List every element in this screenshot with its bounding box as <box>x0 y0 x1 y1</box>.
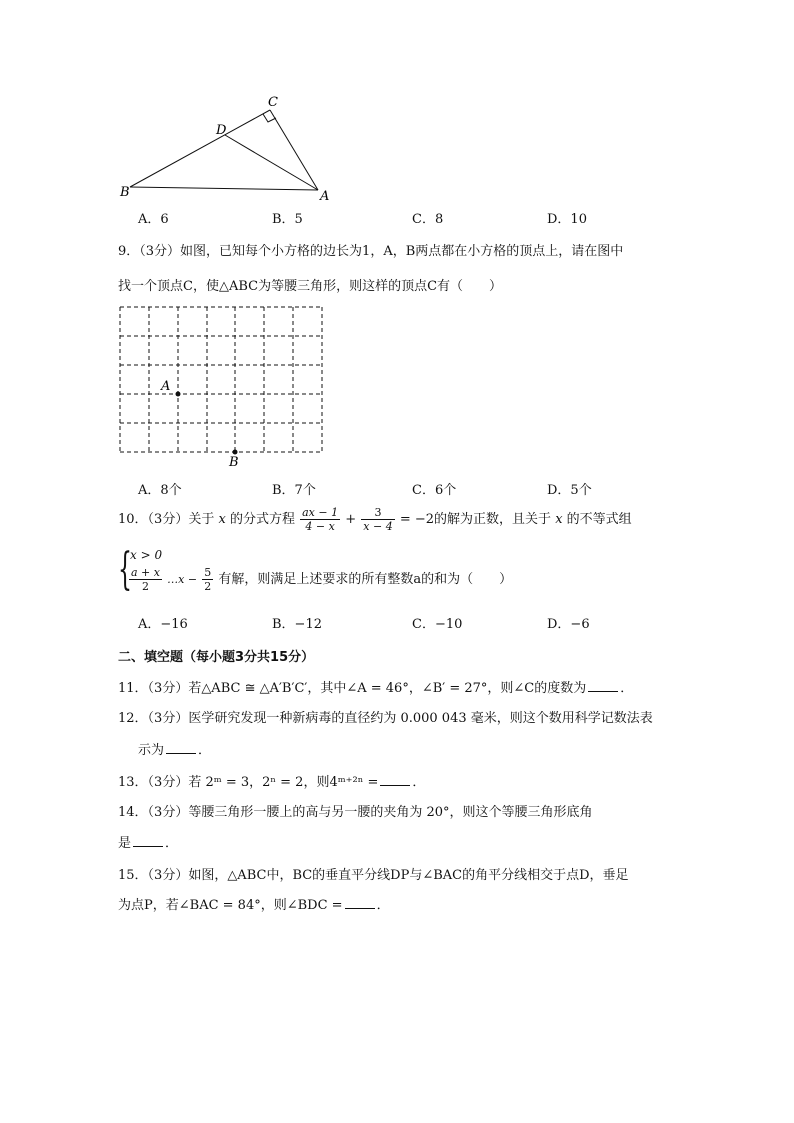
q10-line1 <box>118 505 632 535</box>
q14-end: ． <box>165 836 179 851</box>
q10-var-x-2: x <box>555 512 563 527</box>
q10-option-b[interactable]: B．−12 <box>272 617 322 632</box>
triangle-figure <box>110 90 350 205</box>
q8-option-a[interactable]: A．6 <box>138 212 169 227</box>
q10-eq-tail: = −2的解为正数，且关于 <box>399 512 552 527</box>
q11-text: 11．（3分）若△ABC ≅ △A′B′C′，其中∠A = 46°，∠B′ = 27°，则∠C的度数为 <box>118 681 587 696</box>
label-b: B <box>120 185 130 200</box>
q10-option-d[interactable]: D．−6 <box>547 617 590 632</box>
q9-line1: 9．（3分）如图，已知每个小方格的边长为1，A，B两点都在小方格的顶点上，请在图中 <box>118 244 624 259</box>
q14-line2 <box>118 832 178 851</box>
q15-end: ． <box>376 898 390 913</box>
q12-line1: 12．（3分）医学研究发现一种新病毒的直径约为 0.000 043 毫米，则这个数用科学记数法表 <box>118 711 653 726</box>
q10-prefix: 10．（3分）关于 <box>118 512 215 527</box>
q10-option-c[interactable]: C．−10 <box>412 617 463 632</box>
q10-system-line2 <box>128 565 512 595</box>
q15-line2 <box>118 894 390 913</box>
q10-suffix: 的不等式组 <box>566 512 632 527</box>
q12-line2-text: 示为 <box>138 743 165 758</box>
q9-option-d[interactable]: D．5个 <box>547 483 592 498</box>
q11-answer-blank[interactable] <box>588 679 618 692</box>
q8-option-d[interactable]: D．10 <box>547 212 587 227</box>
q11 <box>118 677 633 696</box>
triangle-side-ca <box>270 110 318 190</box>
q10-sys-frac2-den: 2 <box>204 580 212 593</box>
point-a <box>176 392 181 397</box>
q10-plus: + <box>345 512 357 527</box>
q9-option-a[interactable]: A．8个 <box>138 483 182 498</box>
q14-answer-blank[interactable] <box>133 834 163 847</box>
q13 <box>118 771 425 790</box>
q12-answer-blank[interactable] <box>166 741 196 754</box>
label-d: D <box>216 123 227 138</box>
q10-frac1-num: ax − 1 <box>302 506 339 519</box>
q11-end: ． <box>620 681 634 696</box>
section-heading-fill-blank: 二、填空题（每小题3分共15分） <box>118 650 315 665</box>
q13-end: ． <box>412 775 426 790</box>
q10-frac2-num: 3 <box>361 506 394 520</box>
q13-text: 13．（3分）若 2ᵐ = 3，2ⁿ = 2，则4ᵐ⁺²ⁿ = <box>118 775 379 790</box>
q15-line2-text: 为点P，若∠BAC = 84°，则∠BDC = <box>118 898 343 913</box>
q10-sys-fraction-2 <box>202 566 213 593</box>
q10-system-line1: x > 0 <box>130 548 163 562</box>
q10-fraction-2 <box>361 506 394 533</box>
label-c: C <box>268 95 278 110</box>
right-angle-mark <box>263 114 276 122</box>
grid-label-b: B <box>229 455 239 470</box>
q10-sys-fraction <box>129 566 162 593</box>
segment-da <box>225 135 318 190</box>
q10-sys-frac-den: 2 <box>141 580 149 593</box>
q8-option-b[interactable]: B．5 <box>272 212 303 227</box>
q10-sys-mid: …x − <box>167 573 198 586</box>
q10-sys-frac2-num: 5 <box>204 566 212 579</box>
q12-end: ． <box>198 743 212 758</box>
q9-option-c[interactable]: C．6个 <box>412 483 457 498</box>
system-brace: { <box>118 544 132 595</box>
q10-mid1: 的分式方程 <box>229 512 295 527</box>
triangle-side-ba <box>130 187 318 190</box>
q8-option-c[interactable]: C．8 <box>412 212 444 227</box>
q12-line2 <box>138 739 211 758</box>
q10-sys-tail: 有解，则满足上述要求的所有整数a的和为（ ） <box>218 572 513 587</box>
q10-var-x: x <box>218 512 226 527</box>
q10-frac1-den: 4 − x <box>305 520 335 533</box>
label-a: A <box>320 189 330 204</box>
grid-label-a: A <box>161 379 171 394</box>
q9-option-b[interactable]: B．7个 <box>272 483 316 498</box>
q14-line2-text: 是 <box>118 836 132 851</box>
q10-option-a[interactable]: A．−16 <box>138 617 188 632</box>
q10-fraction-1 <box>300 506 340 533</box>
triangle-side-bc <box>130 110 270 187</box>
point-b <box>233 450 238 455</box>
q13-answer-blank[interactable] <box>380 773 410 786</box>
q10-frac2-den: x − 4 <box>363 520 393 533</box>
q15-line1: 15．（3分）如图，△ABC中，BC的垂直平分线DP与∠BAC的角平分线相交于点D，垂足 <box>118 868 629 883</box>
grid-figure <box>115 302 335 472</box>
q14-line1: 14．（3分）等腰三角形一腰上的高与另一腰的夹角为 20°，则这个等腰三角形底角 <box>118 805 593 820</box>
q10-sys-frac-num: a + x <box>131 566 160 579</box>
q9-line2: 找一个顶点C，使△ABC为等腰三角形，则这样的顶点C有（ ） <box>118 279 503 294</box>
q15-answer-blank[interactable] <box>345 896 375 909</box>
